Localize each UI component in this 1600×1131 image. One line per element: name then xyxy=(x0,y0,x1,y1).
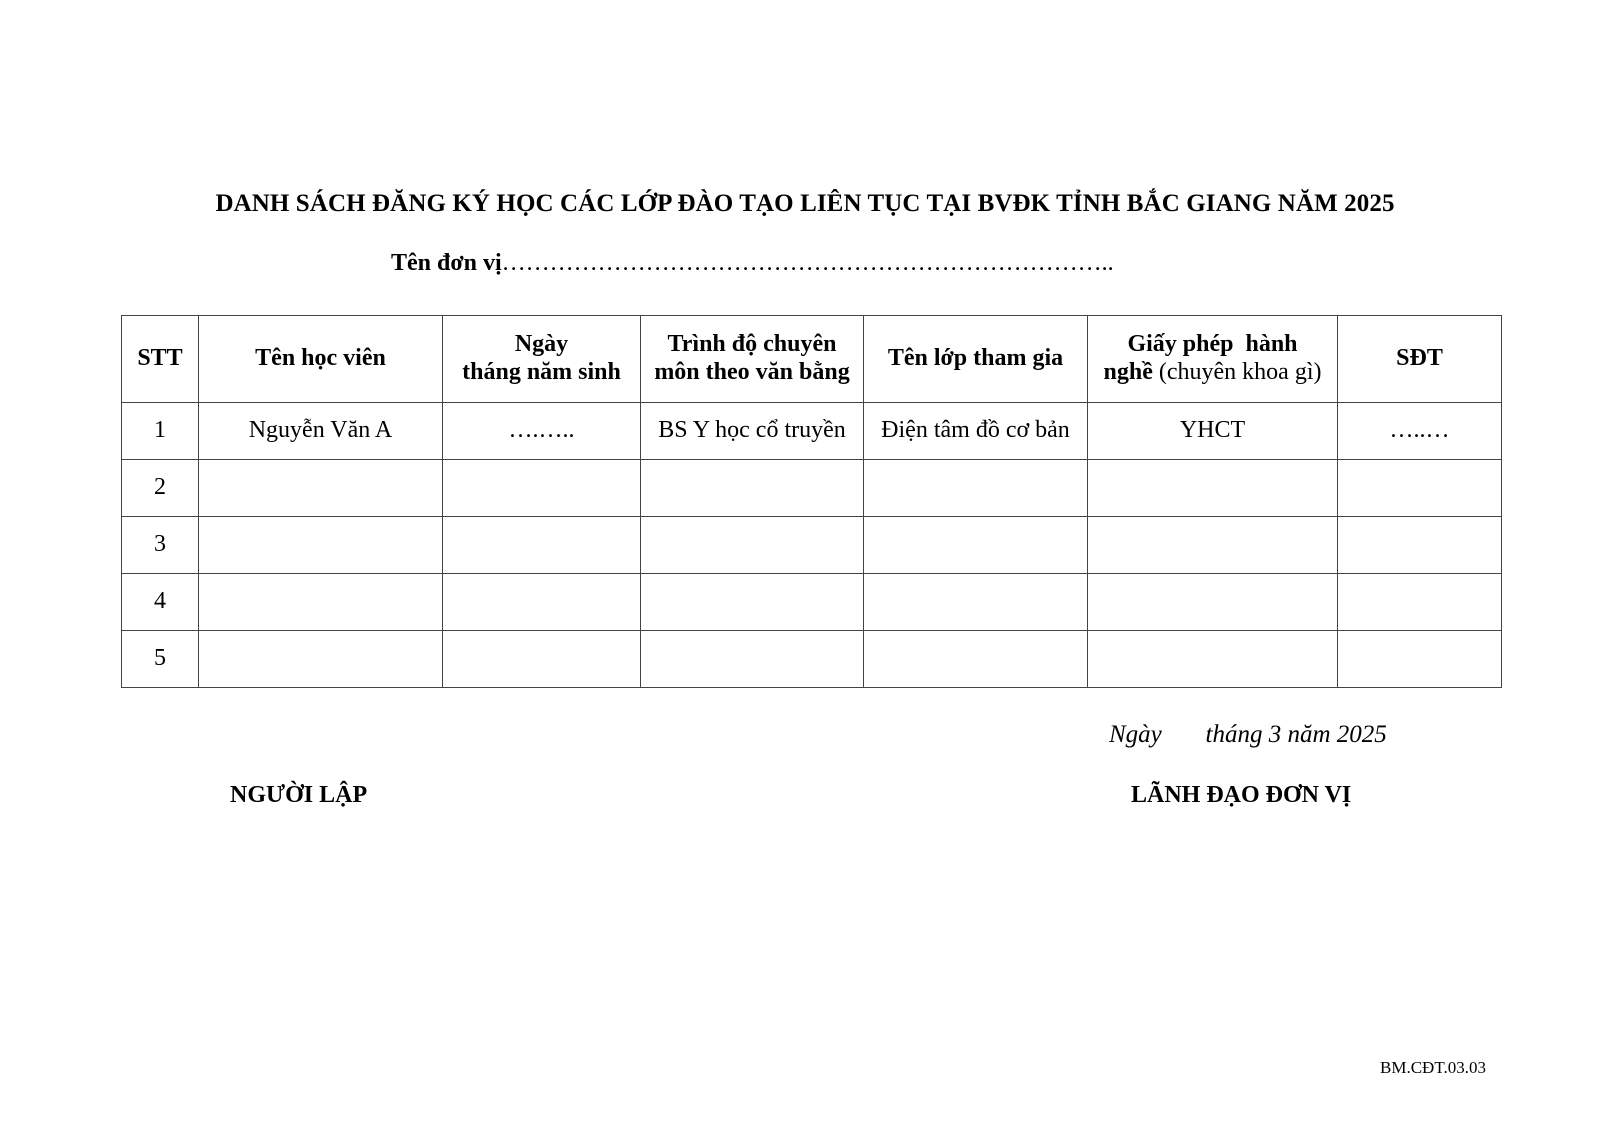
table-row xyxy=(122,403,1502,460)
header-dob-line2: tháng năm sinh xyxy=(462,359,621,385)
table-row xyxy=(122,517,1502,574)
header-stt: STT xyxy=(122,316,199,403)
cell-qualification xyxy=(641,631,864,688)
unit-name-line xyxy=(391,250,1114,277)
cell-license xyxy=(1088,631,1338,688)
cell-license xyxy=(1088,517,1338,574)
cell-qualification xyxy=(641,574,864,631)
cell-class-name: Điện tâm đồ cơ bản xyxy=(864,403,1088,460)
header-license-line2-normal: (chuyên khoa gì) xyxy=(1152,359,1322,385)
table-row xyxy=(122,460,1502,517)
cell-phone xyxy=(1338,631,1502,688)
header-license-line2-bold: nghề xyxy=(1103,359,1153,385)
header-student-name: Tên học viên xyxy=(199,316,443,403)
cell-student-name: Nguyễn Văn A xyxy=(199,403,443,460)
cell-license xyxy=(1088,460,1338,517)
cell-date-of-birth xyxy=(443,574,641,631)
cell-date-of-birth xyxy=(443,631,641,688)
cell-phone xyxy=(1338,460,1502,517)
unit-name-dots: ………………………………………………………………….. xyxy=(501,250,1114,276)
header-class-name: Tên lớp tham gia xyxy=(864,316,1088,403)
cell-class-name xyxy=(864,574,1088,631)
cell-student-name xyxy=(199,517,443,574)
cell-class-name xyxy=(864,517,1088,574)
cell-class-name xyxy=(864,631,1088,688)
header-license-line2 xyxy=(1088,359,1337,387)
table-header-row xyxy=(122,316,1502,403)
preparer-signature-label: NGƯỜI LẬP xyxy=(230,782,368,808)
cell-date-of-birth xyxy=(443,460,641,517)
cell-stt: 4 xyxy=(122,574,199,631)
header-qual-line1: Trình độ chuyên xyxy=(667,331,837,358)
cell-stt: 2 xyxy=(122,460,199,517)
cell-stt: 5 xyxy=(122,631,199,688)
document-title: DANH SÁCH ĐĂNG KÝ HỌC CÁC LỚP ĐÀO TẠO LIÊN TỤC TẠI BVĐK TỈNH BẮC GIANG NĂM 2025 xyxy=(215,190,1395,217)
unit-name-label: Tên đơn vị xyxy=(391,250,502,276)
registration-table xyxy=(121,315,1502,688)
header-phone: SĐT xyxy=(1338,316,1502,403)
header-qualification xyxy=(641,316,864,403)
form-code: BM.CĐT.03.03 xyxy=(1380,1058,1486,1077)
cell-phone xyxy=(1338,517,1502,574)
cell-qualification xyxy=(641,517,864,574)
cell-qualification xyxy=(641,460,864,517)
table-row xyxy=(122,631,1502,688)
table-row xyxy=(122,574,1502,631)
cell-phone xyxy=(1338,574,1502,631)
cell-stt: 1 xyxy=(122,403,199,460)
leader-signature-label: LÃNH ĐẠO ĐƠN VỊ xyxy=(1131,782,1352,808)
header-qual-line2: môn theo văn bằng xyxy=(654,359,850,385)
header-dob-line1: Ngày xyxy=(514,331,569,358)
cell-student-name xyxy=(199,574,443,631)
cell-date-of-birth: ….….. xyxy=(443,403,641,460)
header-license-line1: Giấy phép hành xyxy=(1127,331,1298,358)
cell-student-name xyxy=(199,631,443,688)
date-line: Ngày tháng 3 năm 2025 xyxy=(1109,721,1387,748)
cell-stt: 3 xyxy=(122,517,199,574)
cell-qualification: BS Y học cổ truyền xyxy=(641,403,864,460)
cell-license xyxy=(1088,574,1338,631)
cell-student-name xyxy=(199,460,443,517)
cell-date-of-birth xyxy=(443,517,641,574)
header-license xyxy=(1088,316,1338,403)
cell-class-name xyxy=(864,460,1088,517)
header-date-of-birth xyxy=(443,316,641,403)
cell-phone: …..… xyxy=(1338,403,1502,460)
cell-license: YHCT xyxy=(1088,403,1338,460)
